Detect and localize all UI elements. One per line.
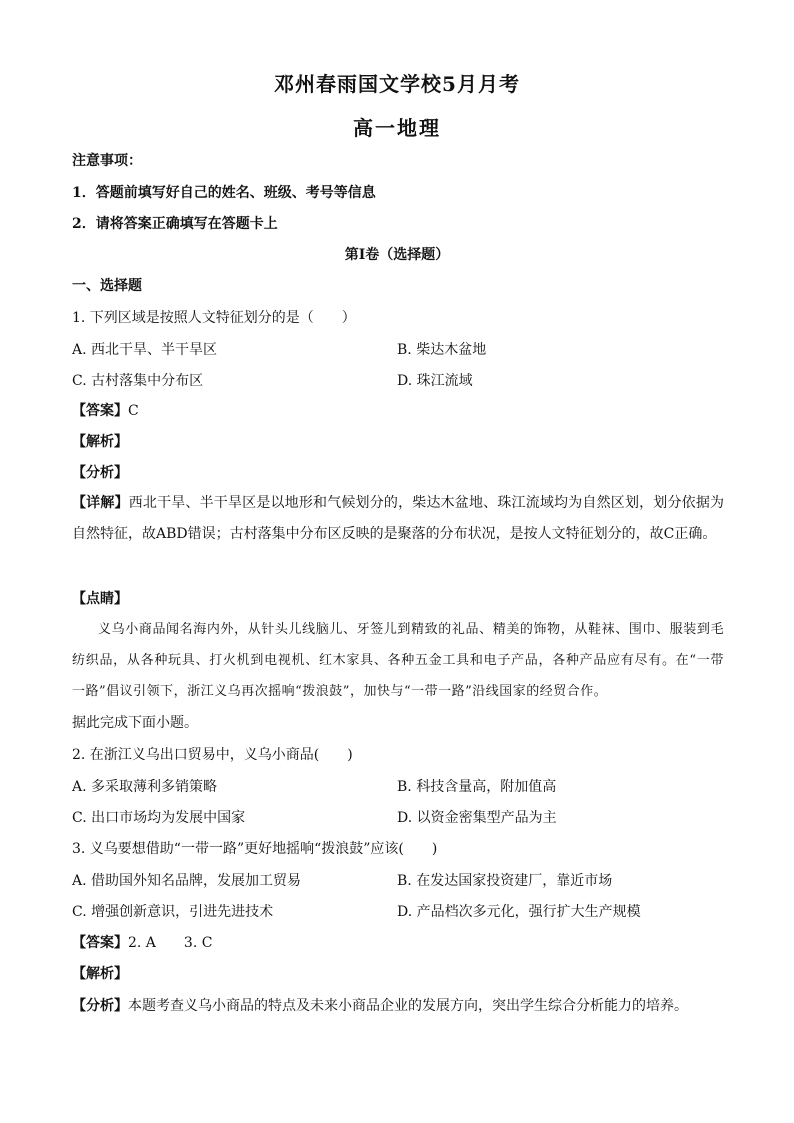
q2-option-c: C. 出口市场均为发展中国家 <box>72 810 246 826</box>
q23-fenxi <box>72 995 688 1015</box>
passage-text: 义乌小商品闻名海内外，从针头儿线脑儿、牙签儿到精致的礼品、精美的饰物，从鞋袜、围巾、服装到毛纺织品，从各种玩具、打火机到电视机、红木家具、各种五金工具和电子产品，各种产品应有尽有。在“一带一路”倡议引领下，浙江义乌再次摇响“拨浪鼓”，加快与“一带一路”沿线国家的经贸合作。 <box>72 622 724 699</box>
q1-option-c: C. 古村落集中分布区 <box>72 373 204 389</box>
answer-label: 【答案】 <box>72 935 128 951</box>
q3-option-d: D. 产品档次多元化，强行扩大生产规模 <box>397 904 641 920</box>
subject-title: 高一地理 <box>353 116 441 140</box>
q2-option-d: D. 以资金密集型产品为主 <box>397 810 557 826</box>
answer-value: C <box>128 403 139 419</box>
answer-label: 【答案】 <box>72 403 128 419</box>
part-title: 一、选择题 <box>72 278 142 294</box>
q3-stem: 3. 义乌要想借助“一带一路”更好地摇响“拨浪鼓”应该( ) <box>72 841 438 857</box>
q1-option-d: D. 珠江流域 <box>397 373 473 389</box>
answer-value: 2. A 3. C <box>128 935 213 951</box>
q1-dianjing-label: 【点睛】 <box>72 591 128 607</box>
q1-fenxi-label: 【分析】 <box>72 465 128 481</box>
fenxi-text: 本题考查义乌小商品的特点及未来小商品企业的发展方向，突出学生综合分析能力的培养。 <box>128 998 688 1014</box>
q1-stem: 1. 下列区域是按照人文特征划分的是（ ） <box>72 310 356 326</box>
notice-item-1: 1．答题前填写好自己的姓名、班级、考号等信息 <box>72 185 376 201</box>
q2-stem: 2. 在浙江义乌出口贸易中，义乌小商品( ) <box>72 747 353 763</box>
school-title: 邓州春雨国文学校5月月考 <box>274 72 520 96</box>
q3-option-c: C. 增强创新意识，引进先进技术 <box>72 904 274 920</box>
q3-option-a: A. 借助国外知名品牌，发展加工贸易 <box>72 873 302 889</box>
q2-option-b: B. 科技含量高，附加值高 <box>397 779 557 795</box>
detail-label: 【详解】 <box>72 495 129 511</box>
q2-option-a: A. 多采取薄利多销策略 <box>72 779 218 795</box>
q1-option-a: A. 西北干旱、半干旱区 <box>72 342 218 358</box>
q1-analysis-label: 【解析】 <box>72 434 128 450</box>
q1-answer <box>72 400 139 420</box>
detail-text: 西北干旱、半干旱区是以地形和气候划分的，柴达木盆地、珠江流域均为自然区划，划分依据为自然特征，故ABD错误；古村落集中分布区反映的是聚落的分布状况，是按人文特征划分的，故C正确。 <box>72 495 725 542</box>
notice-heading: 注意事项： <box>72 153 142 169</box>
section-title: 第I卷（选择题） <box>344 247 450 263</box>
q23-answer <box>72 932 212 952</box>
q1-detail <box>72 488 724 550</box>
q1-option-b: B. 柴达木盆地 <box>397 342 487 358</box>
notice-item-2: 2．请将答案正确填写在答题卡上 <box>72 216 278 232</box>
fenxi-label: 【分析】 <box>72 998 128 1014</box>
passage-instruction: 据此完成下面小题。 <box>72 715 198 731</box>
q3-option-b: B. 在发达国家投资建厂，靠近市场 <box>397 873 613 889</box>
q23-analysis-label: 【解析】 <box>72 966 128 982</box>
